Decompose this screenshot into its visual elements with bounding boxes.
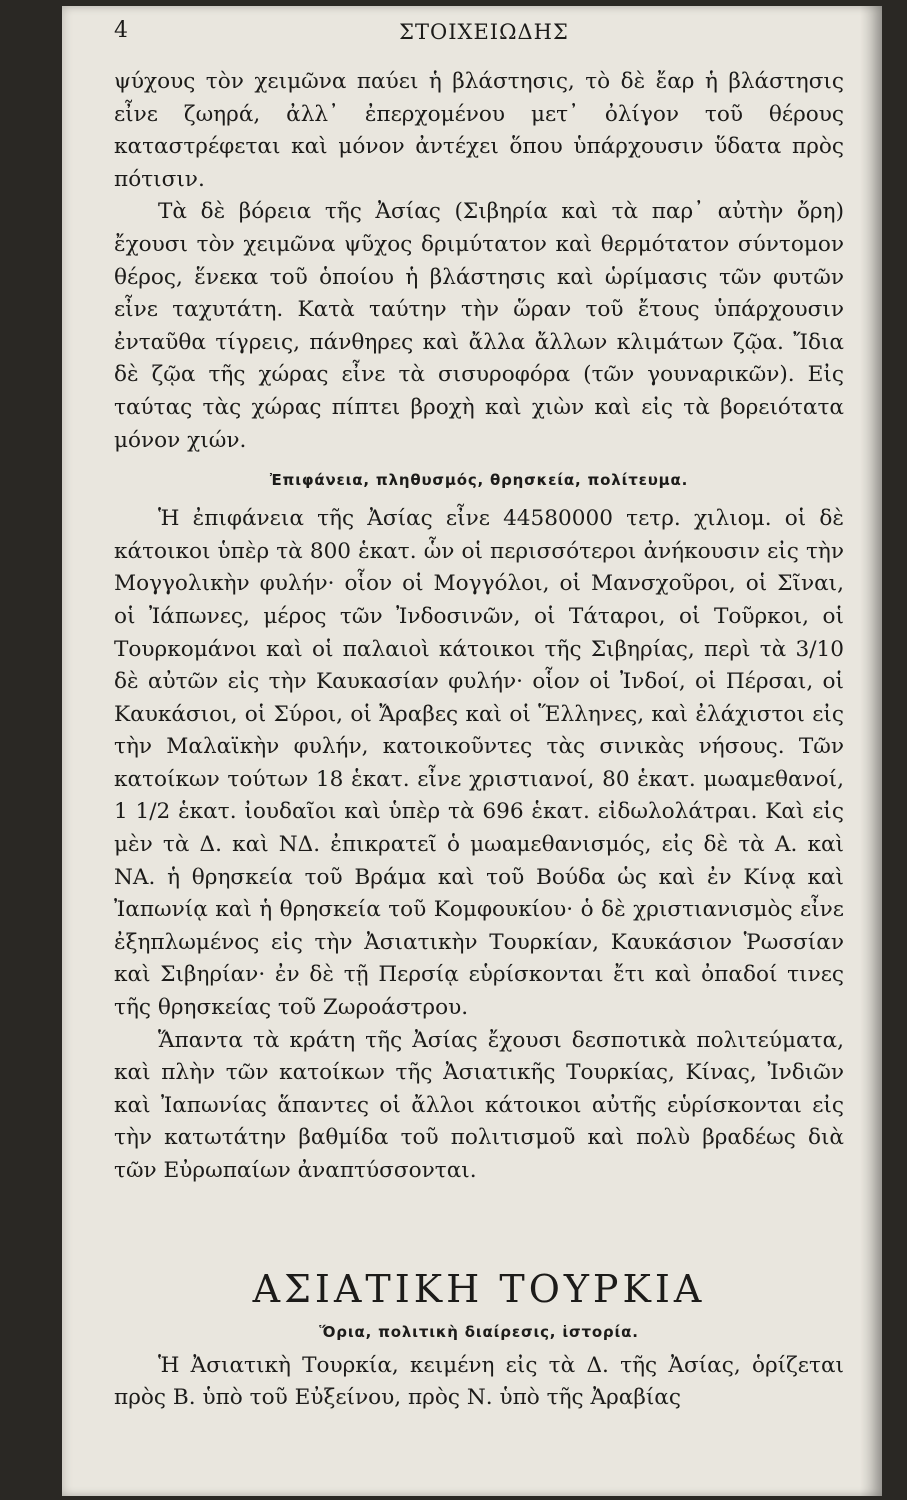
page-body — [114, 66, 844, 1415]
chapter-subtitle: Ὅρια, πολιτικὴ διαίρεσις, ἱστορία. — [319, 1322, 639, 1341]
paragraph-asiatic-turkey: Ἡ Ἀσιατικὴ Τουρκία, κειμένη εἰς τὰ Δ. τῆς Ἀσίας, ὁρίζεται πρὸς Β. ὑπὸ τοῦ Εὐξείνου, πρὸς Ν. ὑπὸ τῆς Ἀραβίας — [114, 1352, 844, 1411]
page-header — [62, 18, 882, 48]
book-page — [62, 6, 882, 1496]
running-title: ΣΤΟΙΧΕΙΩΔΗΣ — [399, 20, 569, 44]
paragraph-northern-asia: Τὰ δὲ βόρεια τῆς Ἀσίας (Σιβηρία καὶ τὰ παρ᾽ αὐτὴν ὄρη) ἔχουσι τὸν χειμῶνα ψῦχος δριμύτατον καὶ θερμότατον σύντομον θέρος, ἕνεκα τοῦ ὁποίου ἡ βλάστησις καὶ ὡρίμασις τῶν φυτῶν εἶνε ταχυτάτη. Κατὰ ταύτην τὴν ὥραν τοῦ ἔτους ὑπάρχουσιν ἐνταῦθα τίγρεις, πάνθηρες καὶ ἄλλα ἄλλων κλιμάτων ζῷα. Ἴδια δὲ ζῷα τῆς χώρας εἶνε τὰ σισυροφόρα (τῶν γουναρικῶν). Εἰς ταύτας τὰς χώρας πίπτει βροχὴ καὶ χιὼν καὶ εἰς τὰ βορειότατα μόνον χιών. — [114, 199, 844, 453]
chapter-title: ΑΣΙΑΤΙΚΗ ΤΟΥΡΚΙΑ — [252, 1266, 706, 1311]
page-number: 4 — [114, 18, 128, 43]
section-heading: Ἐπιφάνεια, πληθυσμός, θρησκεία, πολίτευμα. — [269, 471, 689, 490]
paragraph-government: Ἅπαντα τὰ κράτη τῆς Ἀσίας ἔχουσι δεσποτικὰ πολιτεύματα, καὶ πλὴν τῶν κατοίκων τῆς Ἀσιατικῆς Τουρκίας, Κίνας, Ἰνδιῶν καὶ Ἰαπωνίας ἅπαντες οἱ ἄλλοι κάτοικοι αὐτῆς εὑρίσκονται εἰς τὴν κατωτάτην βαθμίδα τοῦ πολιτισμοῦ καὶ πολὺ βραδέως διὰ τῶν Εὐρωπαίων ἀναπτύσσονται. — [114, 1027, 844, 1183]
paragraph-population-religion: Ἡ ἐπιφάνεια τῆς Ἀσίας εἶνε 44580000 τετρ. χιλιομ. οἱ δὲ κάτοικοι ὑπὲρ τὰ 800 ἑκατ. ὧν οἱ περισσότεροι ἀνήκουσιν εἰς τὴν Μογγολικὴν φυλήν· οἷον οἱ Μογγόλοι, οἱ Μανσχοῦροι, οἱ Σῖναι, οἱ Ἰάπωνες, μέρος τῶν Ἰνδοσινῶν, οἱ Τάταροι, οἱ Τοῦρκοι, οἱ Τουρκομάνοι καὶ οἱ παλαιοὶ κάτοικοι τῆς Σιβηρίας, περὶ τὰ 3/10 δὲ αὐτῶν εἰς τὴν Καυκασίαν φυλήν· οἷον οἱ Ἰνδοί, οἱ Πέρσαι, οἱ Καυκάσιοι, οἱ Σύροι, οἱ Ἄραβες καὶ οἱ Ἕλληνες, καὶ ἐλάχιστοι εἰς τὴν Μαλαϊκὴν φυλήν, κατοικοῦντες τὰς σινικὰς νήσους. Τῶν κατοίκων τούτων 18 ἑκατ. εἶνε χριστιανοί, 80 ἑκατ. μωαμεθανοί, 1 1/2 ἑκατ. ἰουδαῖοι καὶ ὑπὲρ τὰ 696 ἑκατ. εἰδωλολάτραι. Καὶ εἰς μὲν τὰ Δ. καὶ ΝΔ. ἐπικρατεῖ ὁ μωαμεθανισμός, εἰς δὲ τὰ Α. καὶ ΝΑ. ἡ θρησκεία τοῦ Βράμα καὶ τοῦ Βούδα ὡς καὶ ἐν Κίνᾳ καὶ Ἰαπωνίᾳ καὶ ἡ θρησκεία τοῦ Κομφουκίου· ὁ δὲ χριστιανισμὸς εἶνε ἐξηπλωμένος εἰς τὴν Ἀσιατικὴν Τουρκίαν, Καυκάσιον Ῥωσσίαν καὶ Σιβηρίαν· ἐν δὲ τῇ Περσίᾳ εὑρίσκονται ἔτι καὶ ὀπαδοί τινες τῆς θρησκείας τοῦ Ζωροάστρου. — [114, 506, 844, 1021]
paragraph-winter-growth: ψύχους τὸν χειμῶνα παύει ἡ βλάστησις, τὸ δὲ ἔαρ ἡ βλάστησις εἶνε ζωηρά, ἀλλ᾽ ἐπερχομένου μετ᾽ ὀλίγον τοῦ θέρους καταστρέφεται καὶ μόνον ἀντέχει ὅπου ὑπάρχουσιν ὕδατα πρὸς πότισιν. — [114, 69, 844, 192]
page-edge-shadow — [860, 6, 882, 1496]
